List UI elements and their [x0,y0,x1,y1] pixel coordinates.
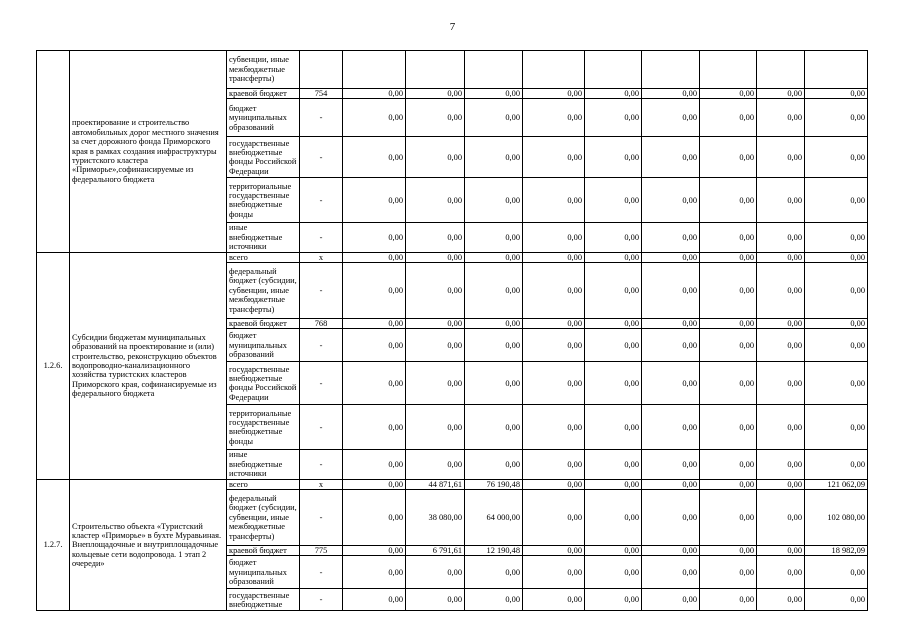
amount-cell: 0,00 [406,319,465,329]
amount-cell: 0,00 [406,89,465,99]
amount-cell: 0,00 [343,89,406,99]
amount-cell: 0,00 [585,223,642,252]
amount-cell: 64 000,00 [465,490,523,546]
amount-cell: 0,00 [343,450,406,479]
amount-cell: 0,00 [406,99,465,137]
amount-cell: 0,00 [406,263,465,319]
amount-cell: 0,00 [757,99,805,137]
amount-cell: 0,00 [700,405,757,450]
amount-cell: 0,00 [700,252,757,262]
amount-cell: 12 190,48 [465,546,523,556]
amount-cell [585,51,642,89]
amount-cell [465,51,523,89]
budget-code: - [300,178,343,223]
amount-cell: 0,00 [700,490,757,546]
amount-cell: 121 062,09 [805,479,868,489]
funding-source: федеральный бюджет (субсидии, субвенции, иные межбюджетные трансферты) [227,490,300,546]
amount-cell: 0,00 [757,589,805,611]
funding-source: территориальные государственные внебюджетные фонды [227,405,300,450]
amount-cell: 0,00 [343,405,406,450]
funding-source: субвенции, иные межбюджетные трансферты) [227,51,300,89]
amount-cell: 0,00 [585,329,642,362]
budget-code: - [300,137,343,178]
amount-cell: 0,00 [700,137,757,178]
amount-cell: 0,00 [465,137,523,178]
amount-cell: 0,00 [805,556,868,589]
amount-cell: 0,00 [523,589,585,611]
amount-cell: 0,00 [465,450,523,479]
amount-cell: 0,00 [805,252,868,262]
amount-cell: 0,00 [805,450,868,479]
item-number: 1.2.7. [37,479,70,611]
amount-cell: 0,00 [406,362,465,405]
amount-cell: 0,00 [642,450,700,479]
item-name: Субсидии бюджетам муниципальных образований на проектирование и (или) строительство, реконструкцию объектов водопроводно-канализационного хозяйства туристских кластеров Приморского края, софинансируемые из федерального бюджета [70,252,227,479]
amount-cell: 0,00 [465,319,523,329]
amount-cell: 0,00 [585,556,642,589]
amount-cell: 0,00 [343,252,406,262]
amount-cell: 0,00 [642,362,700,405]
amount-cell: 0,00 [343,319,406,329]
amount-cell: 0,00 [465,223,523,252]
amount-cell: 0,00 [757,89,805,99]
amount-cell: 0,00 [523,479,585,489]
amount-cell: 0,00 [343,223,406,252]
table-row [37,479,868,489]
amount-cell: 0,00 [585,362,642,405]
budget-table [36,50,868,611]
amount-cell: 0,00 [642,405,700,450]
amount-cell: 0,00 [757,490,805,546]
amount-cell: 0,00 [642,546,700,556]
amount-cell: 0,00 [642,479,700,489]
amount-cell: 0,00 [585,479,642,489]
amount-cell: 0,00 [465,329,523,362]
funding-source: краевой бюджет [227,89,300,99]
funding-source: иные внебюджетные источники [227,223,300,252]
amount-cell: 0,00 [757,263,805,319]
amount-cell: 76 190,48 [465,479,523,489]
amount-cell: 0,00 [585,490,642,546]
amount-cell: 0,00 [805,319,868,329]
funding-source: иные внебюджетные источники [227,450,300,479]
amount-cell: 0,00 [523,405,585,450]
amount-cell: 0,00 [757,319,805,329]
amount-cell: 0,00 [465,99,523,137]
amount-cell: 0,00 [805,589,868,611]
amount-cell: 0,00 [757,479,805,489]
amount-cell: 0,00 [757,329,805,362]
amount-cell: 0,00 [805,223,868,252]
amount-cell [700,51,757,89]
amount-cell: 0,00 [343,137,406,178]
amount-cell: 0,00 [465,263,523,319]
amount-cell: 0,00 [700,329,757,362]
funding-source: всего [227,252,300,262]
budget-code: - [300,405,343,450]
funding-source: всего [227,479,300,489]
amount-cell: 0,00 [343,490,406,546]
amount-cell: 0,00 [465,89,523,99]
item-number [37,51,70,253]
budget-code: - [300,450,343,479]
amount-cell: 0,00 [406,556,465,589]
budget-code: - [300,99,343,137]
funding-source: краевой бюджет [227,546,300,556]
amount-cell: 0,00 [523,89,585,99]
amount-cell: 0,00 [585,263,642,319]
amount-cell: 0,00 [642,178,700,223]
amount-cell: 0,00 [642,137,700,178]
funding-source: бюджет муниципальных образований [227,99,300,137]
amount-cell: 0,00 [343,178,406,223]
budget-code: x [300,479,343,489]
amount-cell [343,51,406,89]
amount-cell: 0,00 [406,405,465,450]
funding-source: государственные внебюджетные фонды Российской Федерации [227,362,300,405]
amount-cell: 0,00 [343,99,406,137]
amount-cell: 0,00 [585,252,642,262]
amount-cell: 0,00 [700,319,757,329]
amount-cell [523,51,585,89]
page-number: 7 [449,21,456,33]
amount-cell: 0,00 [757,546,805,556]
amount-cell: 0,00 [642,89,700,99]
amount-cell: 0,00 [523,223,585,252]
amount-cell: 0,00 [700,450,757,479]
amount-cell: 0,00 [700,556,757,589]
amount-cell: 0,00 [343,479,406,489]
budget-code: - [300,223,343,252]
amount-cell: 0,00 [585,137,642,178]
amount-cell: 0,00 [465,556,523,589]
amount-cell: 0,00 [343,263,406,319]
amount-cell: 0,00 [406,450,465,479]
item-name: Строительство объекта «Туристский кластер «Приморье» в бухте Муравьиная. Внеплощадочные и внутриплощадочные кольцевые сети водопровода. 1 этап 2 очереди» [70,479,227,611]
amount-cell: 0,00 [805,137,868,178]
amount-cell: 0,00 [700,546,757,556]
amount-cell: 0,00 [757,252,805,262]
amount-cell: 0,00 [805,362,868,405]
amount-cell: 0,00 [523,99,585,137]
amount-cell: 0,00 [805,178,868,223]
amount-cell: 0,00 [523,556,585,589]
funding-source: государственные внебюджетные [227,589,300,611]
amount-cell: 0,00 [585,546,642,556]
amount-cell: 0,00 [757,223,805,252]
amount-cell: 0,00 [465,178,523,223]
amount-cell: 0,00 [523,137,585,178]
amount-cell [642,51,700,89]
amount-cell: 0,00 [465,252,523,262]
funding-source: федеральный бюджет (субсидии, субвенции, иные межбюджетные трансферты) [227,263,300,319]
amount-cell: 0,00 [343,556,406,589]
funding-source: бюджет муниципальных образований [227,329,300,362]
amount-cell: 0,00 [523,546,585,556]
amount-cell: 0,00 [523,329,585,362]
table-row [37,252,868,262]
amount-cell: 0,00 [805,89,868,99]
amount-cell: 0,00 [757,556,805,589]
amount-cell: 0,00 [465,405,523,450]
amount-cell: 18 982,09 [805,546,868,556]
amount-cell: 38 080,00 [406,490,465,546]
amount-cell: 0,00 [465,589,523,611]
amount-cell: 0,00 [585,319,642,329]
amount-cell: 0,00 [642,589,700,611]
amount-cell: 0,00 [406,252,465,262]
amount-cell: 0,00 [523,263,585,319]
amount-cell [805,51,868,89]
amount-cell: 0,00 [700,178,757,223]
amount-cell: 0,00 [757,178,805,223]
amount-cell: 0,00 [585,589,642,611]
amount-cell: 0,00 [465,362,523,405]
budget-code: - [300,490,343,546]
amount-cell: 0,00 [642,556,700,589]
budget-code: 768 [300,319,343,329]
amount-cell: 0,00 [700,99,757,137]
amount-cell: 0,00 [757,405,805,450]
amount-cell: 0,00 [523,362,585,405]
item-number: 1.2.6. [37,252,70,479]
amount-cell: 0,00 [585,99,642,137]
amount-cell: 0,00 [585,450,642,479]
amount-cell: 0,00 [406,329,465,362]
amount-cell: 0,00 [757,362,805,405]
amount-cell: 0,00 [700,89,757,99]
amount-cell: 0,00 [805,329,868,362]
amount-cell: 44 871,61 [406,479,465,489]
amount-cell: 0,00 [700,479,757,489]
budget-code: - [300,263,343,319]
amount-cell: 0,00 [523,319,585,329]
funding-source: государственные внебюджетные фонды Российской Федерации [227,137,300,178]
amount-cell: 0,00 [700,263,757,319]
funding-source: территориальные государственные внебюджетные фонды [227,178,300,223]
amount-cell: 0,00 [523,178,585,223]
amount-cell: 0,00 [406,223,465,252]
amount-cell: 0,00 [642,252,700,262]
amount-cell: 0,00 [343,589,406,611]
budget-code: x [300,252,343,262]
amount-cell: 0,00 [406,178,465,223]
table-row [37,51,868,89]
amount-cell: 0,00 [642,319,700,329]
amount-cell: 0,00 [805,263,868,319]
amount-cell: 0,00 [700,362,757,405]
funding-source: бюджет муниципальных образований [227,556,300,589]
amount-cell: 0,00 [343,546,406,556]
budget-code: - [300,589,343,611]
amount-cell: 0,00 [642,490,700,546]
amount-cell: 0,00 [805,405,868,450]
amount-cell: 0,00 [585,405,642,450]
amount-cell: 0,00 [406,137,465,178]
amount-cell [406,51,465,89]
amount-cell: 0,00 [642,329,700,362]
amount-cell: 6 791,61 [406,546,465,556]
item-name: проектирование и строительство автомобильных дорог местного значения за счет дорожного фонда Приморского края в рамках создания инфраструктуры туристского кластера «Приморье»,софинансируемые из федерального бюджета [70,51,227,253]
budget-code: 754 [300,89,343,99]
amount-cell: 0,00 [642,223,700,252]
amount-cell: 102 080,00 [805,490,868,546]
budget-code: - [300,556,343,589]
amount-cell: 0,00 [642,99,700,137]
amount-cell: 0,00 [585,178,642,223]
amount-cell: 0,00 [523,252,585,262]
amount-cell: 0,00 [700,223,757,252]
budget-code: 775 [300,546,343,556]
amount-cell: 0,00 [642,263,700,319]
amount-cell: 0,00 [757,137,805,178]
amount-cell: 0,00 [700,589,757,611]
funding-source: краевой бюджет [227,319,300,329]
amount-cell: 0,00 [406,589,465,611]
amount-cell: 0,00 [585,89,642,99]
amount-cell: 0,00 [805,99,868,137]
amount-cell: 0,00 [523,490,585,546]
amount-cell: 0,00 [523,450,585,479]
budget-code [300,51,343,89]
budget-code: - [300,362,343,405]
amount-cell: 0,00 [343,329,406,362]
amount-cell: 0,00 [343,362,406,405]
budget-code: - [300,329,343,362]
amount-cell [757,51,805,89]
amount-cell: 0,00 [757,450,805,479]
